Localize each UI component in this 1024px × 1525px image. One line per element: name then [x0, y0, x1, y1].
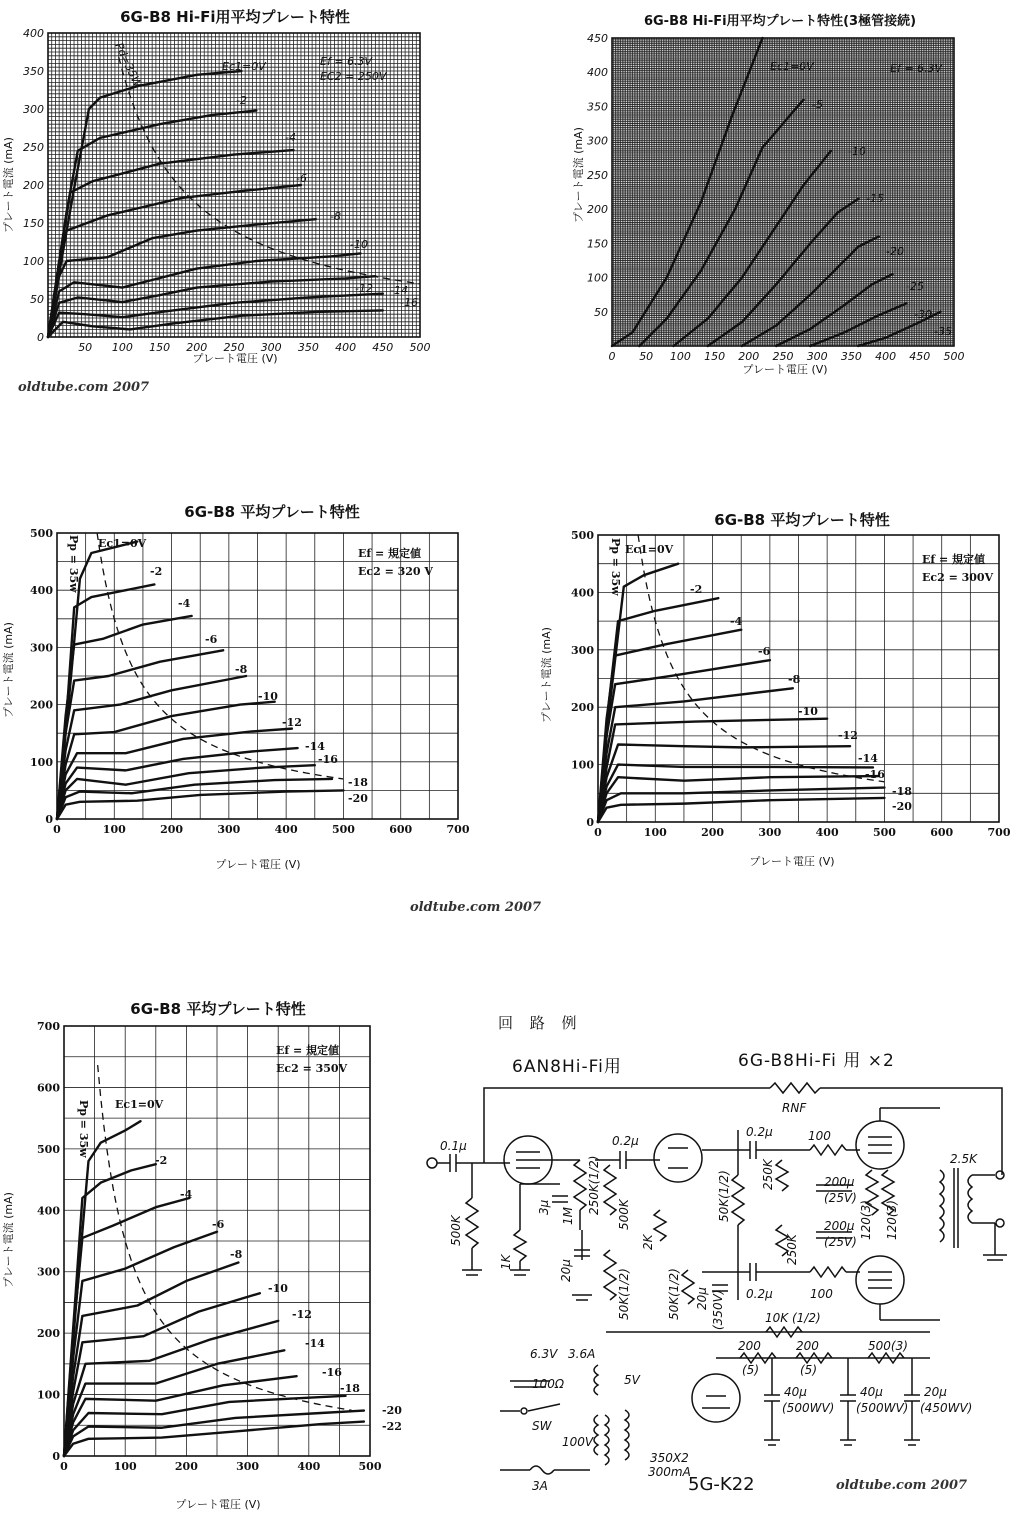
x-tick-label: 200: [738, 350, 760, 363]
x-tick-label: 150: [704, 350, 726, 363]
y-tick-label: 0: [586, 816, 594, 829]
series-curve-minus-14: [64, 1350, 284, 1456]
x-tick-label: 300: [236, 1460, 260, 1473]
schematic-header: 回 路 例: [498, 1014, 583, 1032]
x-tick-label: 200: [160, 823, 184, 836]
series-curve-minus-14: [57, 748, 298, 819]
r-500-3-label: 500(3): [868, 1339, 908, 1353]
x-tick-label: 200: [701, 826, 725, 839]
curve-label: -12: [282, 716, 302, 729]
condition-ec2: Ec2 = 320 V: [358, 565, 433, 578]
chart-title: 6G-B8 Hi-Fi用平均プレート特性: [120, 8, 350, 26]
primary-winding: [605, 1415, 609, 1465]
curve-label: -6: [212, 1218, 225, 1231]
curve-label: -4: [178, 597, 191, 610]
x-tick-label: 400: [297, 1460, 321, 1473]
curve-label: Ec1=0V: [98, 537, 147, 550]
curve-label: -25: [906, 280, 924, 293]
rect-winding: [594, 1415, 598, 1455]
curve-label: -12: [355, 282, 373, 295]
condition-ef: Ef = 規定値: [358, 547, 421, 560]
sw-terminal: [521, 1408, 527, 1414]
x-tick-label: 400: [815, 826, 839, 839]
curve-label: -6: [205, 633, 218, 646]
x-tick-label: 400: [274, 823, 298, 836]
y-ticks: [587, 32, 608, 319]
curve-label: -10: [798, 705, 818, 718]
x-axis-label: プレート電圧 (V): [175, 1498, 261, 1511]
x-tick-label: 300: [217, 823, 241, 836]
x-tick-label: 350: [297, 341, 319, 354]
x-tick-label: 250: [772, 350, 794, 363]
chart-ec2-350: [0, 990, 420, 1520]
y-tick-label: 300: [571, 643, 594, 657]
y-axis-label: プレート電流 (mA): [2, 1192, 15, 1288]
c-in-label: 0.1μ: [440, 1139, 467, 1153]
pd-label: Pp = 35w: [67, 535, 80, 593]
r-1k-label: 1K: [499, 1254, 513, 1270]
x-tick-label: 100: [113, 1460, 137, 1473]
chart-ec2-300: [530, 495, 1024, 885]
x-axis-label: プレート電圧 (V): [192, 352, 278, 365]
credit-1: oldtube.com 2007: [18, 380, 150, 395]
rnf-resistor: [770, 1083, 820, 1093]
heater-a-label: 3.6A: [568, 1347, 596, 1361]
y-tick-label: 100: [587, 271, 608, 285]
condition-ef: Ef = 規定値: [922, 553, 985, 566]
y-tick-label: 0: [45, 813, 53, 826]
y-tick-label: 200: [23, 179, 44, 192]
y-ticks: [37, 1020, 60, 1463]
chart-title: 6G-B8 Hi-Fi用平均プレート特性(3極管接続): [643, 14, 917, 29]
r-250k-b-label: 250K: [785, 1234, 799, 1265]
condition-ec2: Ec2 = 300V: [922, 571, 994, 584]
curve-label: -14: [858, 752, 878, 765]
hv2-label: 300mA: [648, 1465, 691, 1479]
y-tick-label: 200: [30, 698, 53, 712]
r-1m-label: 1M: [561, 1207, 575, 1225]
chart-triode-connection: [530, 0, 1024, 380]
series-curve-minus-12: [57, 729, 292, 819]
y-tick-label: 100: [571, 758, 594, 772]
pd-label: Pd=35W: [112, 40, 145, 90]
x-tick-label: 450: [909, 350, 931, 363]
r-200-b2-label: (5): [800, 1363, 817, 1377]
r-50k-plate2: [732, 1175, 744, 1225]
y-tick-label: 0: [52, 1450, 60, 1463]
r-250k-plate1: [574, 1160, 586, 1210]
curve-label: -8: [230, 1248, 243, 1261]
r-50k-b-label: 50K(1/2): [667, 1268, 681, 1320]
out-tf-label: 2.5K: [950, 1152, 977, 1166]
y-tick-label: 100: [23, 255, 44, 268]
r-500k-mid: [604, 1165, 616, 1215]
x-tick-label: 600: [389, 823, 413, 836]
y-tick-label: 350: [587, 100, 608, 114]
c-200u-b2-label: (25V): [824, 1235, 857, 1249]
curve-label: -12: [838, 729, 858, 742]
curve-label: -18: [892, 785, 912, 798]
r-250k-plate1-label: 250K(1/2): [587, 1155, 601, 1215]
grid: [64, 1026, 370, 1456]
pd-label: Pp = 35w: [77, 1100, 90, 1158]
x-tick-label: 350: [840, 350, 862, 363]
hv-winding: [625, 1410, 629, 1460]
heater-v-label: 6.3V: [530, 1347, 558, 1361]
c-200u-b-label: 200μ: [824, 1219, 855, 1233]
c-40-a2-label: (500WV): [782, 1401, 835, 1415]
r-100-b-label: 100: [810, 1287, 833, 1301]
condition-ef: Ef = 規定値: [276, 1044, 339, 1057]
hv1-label: 350X2: [650, 1451, 689, 1465]
x-tick-label: 0: [60, 1460, 68, 1473]
c-20u-b2-label: (350V): [711, 1289, 725, 1330]
curve-label: -35: [934, 325, 952, 338]
x-tick-label: 500: [331, 823, 355, 836]
y-tick-label: 50: [594, 305, 608, 319]
y-tick-label: 250: [23, 141, 44, 154]
x-tick-label: 400: [335, 341, 357, 354]
chart-title: 6G-B8 平均プレート特性: [714, 511, 890, 529]
condition-ef: Ef = 6.3V: [890, 62, 943, 75]
c-couple2b-label: 0.2μ: [746, 1287, 773, 1301]
y-tick-label: 400: [23, 27, 44, 40]
y-tick-label: 100: [37, 1388, 60, 1402]
r-120-b-label: 120(3): [885, 1200, 899, 1240]
y-tick-label: 700: [37, 1020, 60, 1033]
curve-label: -16: [400, 296, 418, 309]
c-20u-b-label: 20μ: [695, 1287, 709, 1310]
y-axis-label: プレート電流 (mA): [2, 137, 15, 233]
x-tick-label: 600: [930, 826, 954, 839]
curve-label: -8: [330, 210, 341, 223]
curve-label: -12: [292, 1308, 312, 1321]
y-axis-label: プレート電流 (mA): [2, 622, 15, 718]
x-tick-label: 300: [758, 826, 782, 839]
curve-label: -6: [296, 172, 307, 185]
y-ticks: [23, 27, 44, 344]
pd-label: Pp = 35w: [609, 538, 622, 596]
y-tick-label: 200: [571, 701, 594, 715]
c-200u-a-label: 200μ: [824, 1175, 855, 1189]
chart-title: 6G-B8 平均プレート特性: [184, 503, 360, 521]
y-ticks: [571, 529, 594, 829]
condition-ec2: EC2 = 250V: [320, 70, 387, 83]
x-axis-label: プレート電圧 (V): [215, 858, 301, 871]
c-20-c-label: 20μ: [924, 1385, 947, 1399]
input-jack: [427, 1158, 437, 1168]
series-curve-minus-4: [64, 1198, 189, 1456]
series-curve-minus-18: [57, 779, 332, 819]
x-tick-label: 700: [987, 826, 1011, 839]
curve-label: -8: [235, 663, 248, 676]
y-tick-label: 50: [30, 293, 44, 306]
x-tick-label: 200: [186, 341, 208, 354]
y-tick-label: 200: [37, 1327, 60, 1341]
x-tick-label: 400: [875, 350, 897, 363]
y-tick-label: 400: [587, 66, 608, 80]
curve-label: -20: [382, 1404, 402, 1417]
y-tick-label: 300: [37, 1265, 60, 1279]
curve-label: -4: [730, 615, 743, 628]
curve-label: -14: [305, 1337, 325, 1350]
curve-label: -2: [236, 94, 247, 107]
y-tick-label: 350: [23, 65, 44, 78]
curve-label: -20: [886, 245, 904, 258]
grid: [612, 38, 954, 346]
amplifier-schematic: [420, 1000, 1024, 1515]
x-tick-label: 500: [409, 341, 431, 354]
x-tick-label: 50: [78, 341, 93, 354]
curve-label: -16: [322, 1366, 342, 1379]
r-50k-b: [682, 1270, 694, 1304]
curve-label: Ec1=0V: [625, 543, 674, 556]
curve-label: -6: [758, 645, 771, 658]
curve-label: -4: [180, 1188, 193, 1201]
c-200u-a2-label: (25V): [824, 1191, 857, 1205]
r-50k-a: [604, 1250, 616, 1300]
r-250k-a-label: 250K: [761, 1159, 775, 1190]
c-20-c2-label: (450WV): [920, 1401, 973, 1415]
right-title: 6G-B8Hi-Fi 用 ×2: [738, 1051, 895, 1071]
x-tick-label: 50: [639, 350, 654, 363]
y-tick-label: 500: [37, 1142, 60, 1156]
y-ticks: [30, 527, 53, 826]
x-tick-label: 700: [446, 823, 470, 836]
r-500k-input: [466, 1198, 478, 1248]
c-40-a-label: 40μ: [784, 1385, 807, 1399]
rectifier-tube: [692, 1374, 740, 1422]
tube-6an8-triode: [654, 1134, 702, 1182]
x-axis-label: プレート電圧 (V): [749, 855, 835, 868]
curve-label: -16: [318, 753, 338, 766]
r-100-b: [810, 1267, 846, 1277]
left-title: 6AN8Hi-Fi用: [512, 1057, 622, 1077]
r-1k-cathode: [514, 1230, 526, 1261]
r-2k: [654, 1210, 666, 1241]
y-tick-label: 400: [30, 584, 53, 598]
curves: [64, 1065, 402, 1456]
x-tick-label: 100: [111, 341, 133, 354]
curve-label: Ec1=0V: [770, 60, 814, 73]
credit-3: oldtube.com 2007: [836, 1478, 968, 1493]
curve-label: -5: [812, 98, 823, 111]
c-3u-label: 3μ: [537, 1199, 551, 1215]
r-500k-input-label: 500K: [449, 1215, 463, 1246]
x-tick-label: 500: [872, 826, 896, 839]
curve-label: -14: [305, 740, 325, 753]
curve-label: -18: [348, 776, 368, 789]
x-tick-label: 0: [608, 350, 616, 363]
r-200-a2-label: (5): [742, 1363, 759, 1377]
y-tick-label: 200: [587, 203, 608, 217]
curve-label: -15: [866, 192, 884, 205]
fuse-label: 3A: [532, 1479, 548, 1493]
x-tick-label: 300: [806, 350, 828, 363]
curve-label: -30: [914, 308, 932, 321]
rnf-label: RNF: [782, 1101, 807, 1115]
model-number: 5G-K22: [688, 1474, 755, 1495]
x-ticks: [60, 1460, 382, 1473]
x-tick-label: 500: [358, 1460, 382, 1473]
credit-2: oldtube.com 2007: [410, 900, 542, 915]
y-axis-label: プレート電流 (mA): [540, 627, 553, 723]
curve-label: -20: [892, 800, 912, 813]
c-couple1-label: 0.2μ: [612, 1134, 639, 1148]
curve-label: -10: [350, 238, 368, 251]
curve-label: -4: [285, 131, 296, 144]
x-tick-label: 500: [943, 350, 965, 363]
curve-label: Ec1=0V: [222, 60, 266, 73]
x-tick-label: 150: [149, 341, 171, 354]
pd-dissipation-curve: [98, 1065, 352, 1410]
y-tick-label: 0: [37, 331, 44, 344]
sw-label: SW: [532, 1419, 552, 1433]
x-tick-label: 100: [643, 826, 667, 839]
x-ticks: [609, 350, 965, 363]
rect-v-label: 5V: [624, 1373, 640, 1387]
x-tick-label: 300: [260, 341, 282, 354]
curve-label: -2: [155, 1154, 168, 1167]
r-250k-a: [776, 1160, 788, 1191]
curve-label: -16: [865, 768, 885, 781]
condition-ec2: Ec2 = 350V: [276, 1062, 348, 1075]
x-tick-label: 250: [223, 341, 245, 354]
curve-label: -22: [382, 1420, 402, 1433]
curve-label: -2: [150, 565, 163, 578]
r-500k-mid-label: 500K: [617, 1199, 631, 1230]
x-tick-label: 100: [669, 350, 691, 363]
r-50k-a-label: 50K(1/2): [617, 1268, 631, 1320]
r-200-b-label: 200: [796, 1339, 819, 1353]
curve-label: -14: [390, 284, 408, 297]
y-tick-label: 300: [23, 103, 44, 116]
x-tick-label: 0: [594, 826, 602, 839]
r-200-a-label: 200: [738, 1339, 761, 1353]
x-ticks: [594, 826, 1011, 839]
curve-label: -18: [340, 1382, 360, 1395]
c-40-b-label: 40μ: [860, 1385, 883, 1399]
output-transformer: [940, 1170, 944, 1242]
y-tick-label: 500: [571, 529, 594, 542]
curve-label: -10: [848, 145, 866, 158]
x-tick-label: 450: [372, 341, 394, 354]
heater-winding: [594, 1365, 598, 1395]
r-120-a-label: 120(3): [859, 1200, 873, 1240]
y-tick-label: 250: [587, 168, 608, 182]
y-tick-label: 300: [30, 641, 53, 655]
y-axis-label: プレート電流 (mA): [572, 127, 585, 223]
y-tick-label: 450: [587, 32, 608, 45]
chart-title: 6G-B8 平均プレート特性: [130, 1000, 306, 1018]
y-tick-label: 400: [37, 1204, 60, 1218]
x-axis-label: プレート電圧 (V): [742, 363, 828, 376]
c-20u-label: 20μ: [559, 1259, 573, 1282]
y-tick-label: 300: [587, 134, 608, 148]
curve-label: -20: [348, 792, 368, 805]
x-tick-label: 200: [174, 1460, 198, 1473]
series-curve-minus-8: [598, 688, 793, 822]
r-100-a: [810, 1145, 846, 1155]
r-100-a-label: 100: [808, 1129, 831, 1143]
chart-pentode-ec2-250: [0, 0, 520, 380]
r-2k-label: 2K: [641, 1234, 655, 1250]
r-10k-label: 10K (1/2): [765, 1311, 821, 1325]
y-tick-label: 500: [30, 527, 53, 540]
series-curve-minus-12: [598, 745, 850, 822]
y-tick-label: 100: [30, 755, 53, 769]
mains-label: 100V: [562, 1435, 594, 1449]
c-couple2a-label: 0.2μ: [746, 1125, 773, 1139]
curve-label: -10: [258, 690, 278, 703]
r-100-hum-label: 100Ω: [532, 1377, 565, 1391]
x-ticks: [53, 823, 470, 836]
y-tick-label: 600: [37, 1081, 60, 1095]
y-tick-label: 150: [23, 217, 44, 230]
curve-label: -10: [268, 1282, 288, 1295]
chart-ec2-320: [0, 495, 480, 885]
y-tick-label: 150: [587, 237, 608, 251]
curve-label: Ec1=0V: [115, 1098, 164, 1111]
x-tick-label: 0: [53, 823, 61, 836]
curve-label: -2: [690, 583, 703, 596]
curve-label: -8: [788, 673, 801, 686]
x-tick-label: 100: [102, 823, 126, 836]
r-50k-plate2-label: 50K(1/2): [717, 1170, 731, 1222]
pd-dissipation-curve: [638, 535, 884, 782]
condition-ef: Ef = 6.3V: [320, 55, 373, 68]
y-tick-label: 400: [571, 586, 594, 600]
c-40-b2-label: (500WV): [856, 1401, 909, 1415]
fuse: [530, 1466, 554, 1474]
